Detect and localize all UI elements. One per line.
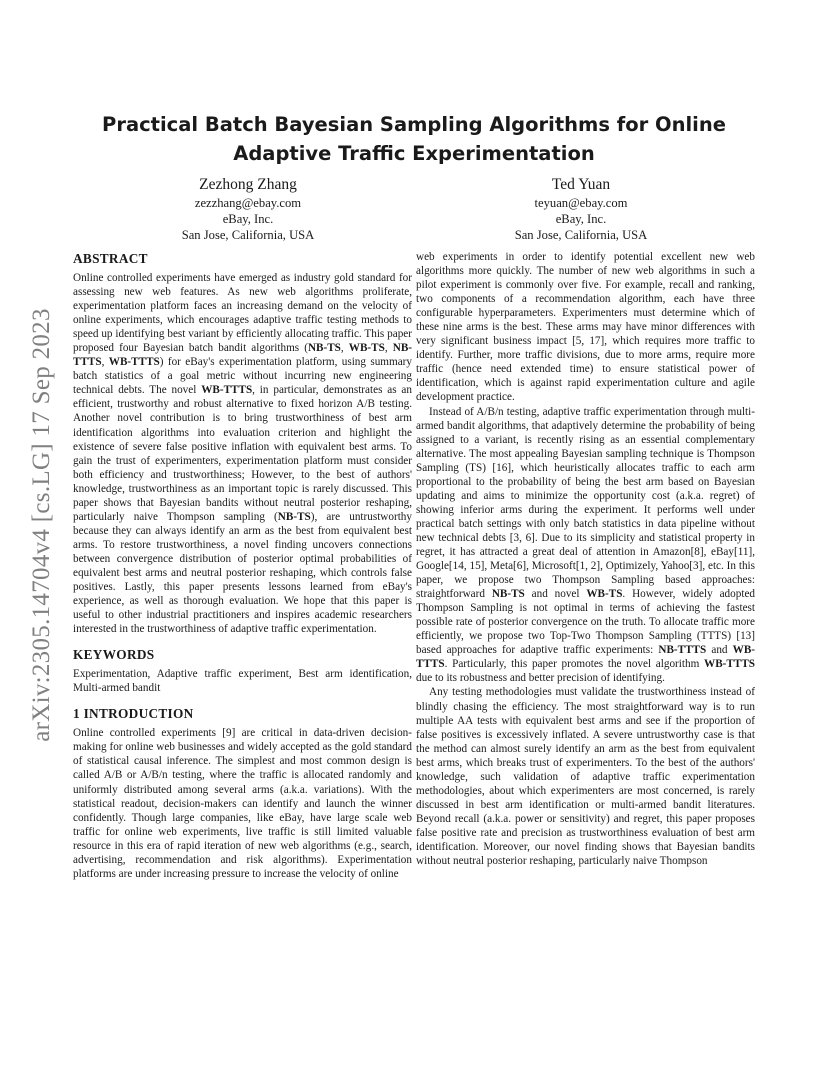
author-org: eBay, Inc. — [555, 212, 607, 226]
author-name: Ted Yuan — [551, 176, 611, 193]
author-location: San Jose, California, USA — [514, 228, 648, 242]
introduction-paragraph-2: Instead of A/B/n testing, adaptive traffic experimentation through multi-armed bandit algorithms, that adaptively determine the probability of being assigned to a variant, is recently rising as an essential complementary alternative. The most appealing Bayesian sampling technique is Thompson Sampling (TS) [16], which heuristically allocates traffic to each arm proportional to the probability of being the best arm based on Bayesian updating and aims to minimize the opportunity cost (a.k.a. regret) of showing inferior arms during the experiment. It performs well under practical batch settings with only batch statistics in data pipeline without new technical debts [3, 6]. Due to its simplicity and statistical property in regret, it has attracted a great deal of attention in Amazon[8], eBay[11], Google[14, 15], Meta[6], Microsoft[1, 2], Optimizely, Yahoo[3], etc. In this paper, we propose two Thompson Sampling based approaches: straightforward NB-TS and novel WB-TS. However, widely adopted Thompson Sampling is not optimal in terms of achieving the fastest possible rate of posterior convergence on the truth. To allocate traffic more efficiently, we propose two Top-Two Thompson Sampling (TTTS) [13] based approaches for adaptive traffic experiments: NB-TTTS and WB-TTTS. Particularly, this paper promotes the novel algorithm WB-TTTS due to its robustness and better precision of identifying. — [416, 405, 756, 685]
author-block-1 — [118, 174, 378, 243]
author-org: eBay, Inc. — [222, 212, 274, 226]
author-name: Zezhong Zhang — [199, 176, 297, 193]
author-email[interactable]: zezzhang@ebay.com — [194, 196, 302, 210]
author-block-2 — [451, 174, 711, 243]
arxiv-identifier — [22, 275, 62, 775]
arxiv-identifier-text: arXiv:2305.14704v4 [cs.LG] 17 Sep 2023 — [28, 308, 55, 742]
author-location: San Jose, California, USA — [181, 228, 315, 242]
left-column — [73, 250, 412, 881]
keywords-heading: KEYWORDS — [73, 647, 155, 663]
introduction-paragraph-1-continued — [416, 250, 755, 405]
abstract-heading: ABSTRACT — [73, 251, 148, 266]
introduction-paragraph-3: Any testing methodologies must validate the trustworthiness instead of blindly chasing the efficiency. The most straightforward way is to run multiple AA tests with equivalent best arms and see if the proportion of false positives is excessively inflated. A severe untrustworthy case is that the method can almost surely identify an arm as the best from equivalent best arms, which breaks trust of experimenters. To the best of the authors' knowledge, such validation of adaptive traffic experimentation methodologies, about which experimenters are most concerned, is rarely discussed in best arm identification or multi-armed bandit literatures. Beyond recall (a.k.a. power or sensitivity) and regret, this paper proposes false positive rate and precision as trustworthiness evaluation of best arm identification. Moreover, our novel finding shows that Bayesian bandits without neutral posterior reshaping, particularly naive Thompson — [416, 686, 755, 868]
intro-p1-continuation: web experiments in order to identify potential excellent new web algorithms more quickly. The number of new web algorithms in such a pilot experiment is commonly over five. For example, recall and ranking, two components of a recommendation algorithm, each have three configurable hyperparameters. Experimenters must determine which of these nine arms is the best. These arms may have minor differences with very significant business impact [5, 17], which requires more traffic to identify. Further, more traffic divisions, due to more arms, require more traffic (hence need extended time) to ensure statistical power of identification, which is against rapid experimentation culture and agile development practice. — [416, 251, 755, 404]
abstract-text: Online controlled experiments have emerged as industry gold standard for assessing new web features. As new web algorithms proliferate, experimentation platform faces an increasing demand on the velocity of online experiments, which encourages adaptive traffic testing methods to speed up identifying best variant by efficiently allocating traffic. This paper proposed four Bayesian batch bandit algorithms (NB-TS, WB-TS, NB-TTTS, WB-TTTS) for eBay's experimentation platform, using summary batch statistics of a goal metric without incurring new engineering technical debts. The novel WB-TTTS, in particular, demonstrates as an efficient, trustworthy and robust alternative to fixed horizon A/B testing. Another novel contribution is to bring trustworthiness of best arm identification algorithms into evaluation criterion and highlight the existence of severe false positive inflation with equivalent best arms. To gain the trust of experimenters, experimentation platform must consider both efficiency and trustworthiness; However, to the best of authors' knowledge, trustworthiness as an important topic is rarely discussed. This paper shows that Bayesian bandits without neutral posterior reshaping, particularly naive Thompson sampling (NB-TS), are untrustworthy because they can always identify an arm as the best from equivalent best arms. To restore trustworthiness, a novel finding uncovers connections between convergence distribution of posterior optimal probabilities of equivalent best arms and neutral posterior reshaping, which controls false positives. Lastly, this paper presents lessons learned from eBay's experience, as well as thorough evaluation. We hope that this paper is useful to other industrial practitioners and inspires academic researchers interested in the trustworthiness of adaptive traffic experimentation. — [73, 272, 413, 636]
introduction-heading: 1 INTRODUCTION — [73, 706, 194, 722]
introduction-paragraph-1: Online controlled experiments [9] are critical in data-driven decision-making for online web businesses and widely accepted as the gold standard of statistical causal inference. The simplest and most common design is called A/B or A/B/n testing, where the traffic is allocated randomly and uniformly distributed among several arms (a.k.a. variations). With the statistical readout, decision-makers can identify and launch the winner confidently. Though large companies, like eBay, have large scale web traffic for online web experiments, live traffic is still limited valuable resource in this era of rapid iteration of new web algorithms (e.g., search, advertising, recommendation and risk algorithms). Experimentation platforms are under increasing pressure to increase the velocity of online — [73, 727, 412, 880]
right-column — [416, 250, 755, 868]
author-email[interactable]: teyuan@ebay.com — [534, 196, 628, 210]
paper-title: Practical Batch Bayesian Sampling Algorithms for Online Adaptive Traffic Experimentation — [102, 113, 726, 165]
keywords-text: Experimentation, Adaptive traffic experiment, Best arm identification, Multi-armed bandit — [73, 668, 412, 695]
